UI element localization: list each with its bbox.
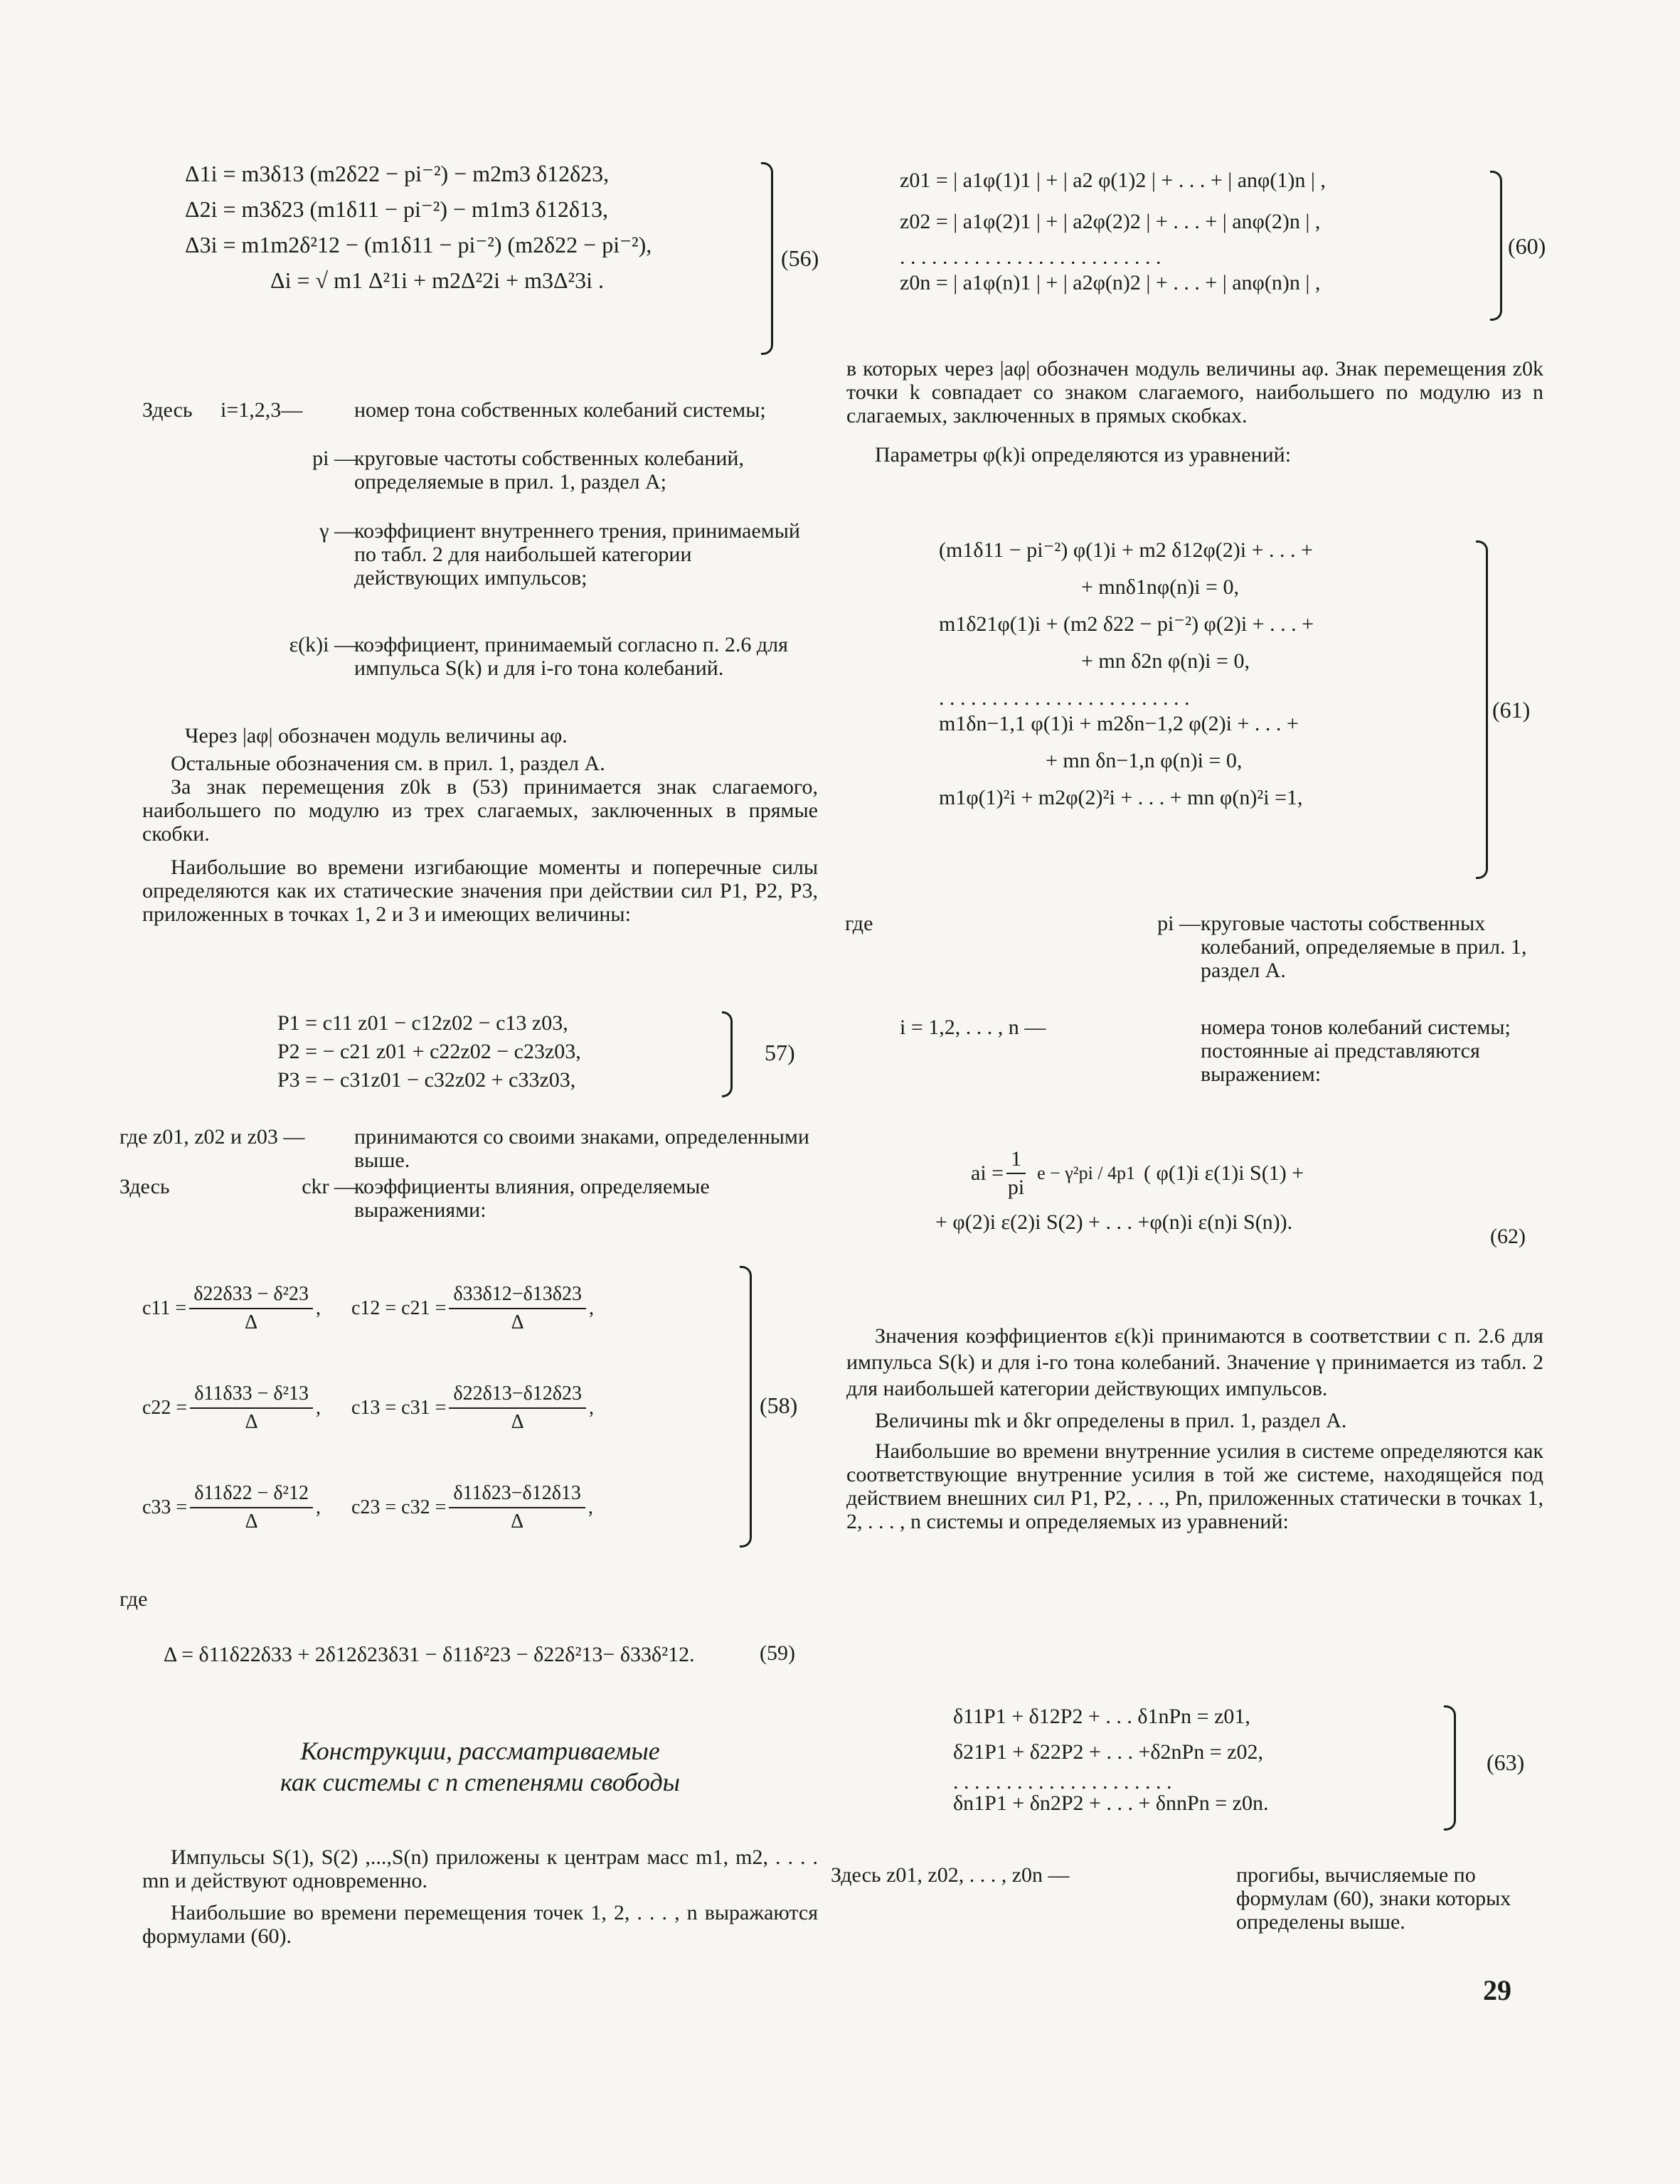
equation-line: z0n = | a1φ(n)1 | + | a2φ(n)2 | + . . . + | anφ(n)n | , [900,271,1321,294]
equation-brace [761,162,773,355]
fraction-denominator: pi [1007,1176,1025,1199]
c23-fraction [449,1480,585,1535]
equation-brace [722,1011,733,1097]
c13-lhs: c13 = c31 = [351,1397,447,1419]
paragraph: Через |aφ| обозначен модуль величины aφ. [185,724,568,747]
equation-line: . . . . . . . . . . . . . . . . . . . . . [953,1770,1172,1794]
equation-number: (56) [781,245,819,271]
equation-line: (m1δ11 − pi⁻²) φ(1)i + m2 δ12φ(2)i + . . . + [939,538,1313,562]
c11-lhs: c11 = [142,1297,187,1319]
where-label: где [119,1587,148,1611]
equation-59: Δ = δ11δ22δ33 + 2δ12δ23δ31 − δ11δ²23 − δ22δ²13− δ33δ²12. [164,1643,695,1666]
equation-number: (61) [1492,697,1531,723]
equation-line: . . . . . . . . . . . . . . . . . . . . . . . . . [900,245,1161,269]
equation-line: + mn δn−1,n φ(n)i = 0, [1046,749,1243,772]
equation-brace [1476,540,1488,879]
definition-symbol: i = 1,2, . . . , n — [900,1016,1046,1039]
fraction-numerator: δ33δ12−δ13δ23 [449,1281,586,1309]
eq62-lhs: ai = [971,1161,1004,1185]
c33-lhs: c33 = [142,1496,188,1518]
equation-57 [277,1010,581,1095]
c13-fraction [449,1380,586,1436]
fraction-denominator: Δ [511,1311,524,1333]
fraction-denominator: Δ [245,1511,258,1533]
equation-line: Δ2i = m3δ23 (m1δ11 − pi⁻²) − m1m3 δ12δ13, [185,196,608,222]
equation-58: c11 = $\frac{\text{δ22δ33 − δ²23}}{\Delta}$ , c12 = c21 = $\frac{\delta 33\delta 12-\delta 13\delta 23}{\Delta}$ , c22 = $\frac{\text{δ11δ33 − δ²13}}{\Delta}$ , c13 = c31 = $\frac{\delta 22\delta 13-\delta 12\delta 23}{\Delta}$ , c33 = $\frac{\text{δ11δ22 − δ²12}}{\Delta}$ , c23 = c32 = $\frac{\delta 11\delta 23-\delta 12\delta 13}{\Delta}$ , [142,1259,594,1557]
equation-line: ( φ(1)i ε(1)i S(1) + [1144,1161,1304,1185]
c33-fraction [190,1480,313,1535]
definition-text: коэффициенты влияния, определяемые выражениями: [354,1175,710,1222]
c22-fraction [190,1380,313,1436]
paragraph: Наибольшие во времени изгибающие моменты и поперечные силы определяются как их статические значения при действии сил P1, P2, P3, приложенных в точках 1, 2 и 3 и имеющих величины: [142,856,818,926]
page-number: 29 [1483,1974,1511,2006]
paragraph: Наибольшие во времени внутренние усилия в системе определяются как соответствующие внутренние усилия в той же системе, находящейся под действием внешних сил P1, P2, . . ., Pn, приложенных статически в точках 1, 2, . . . , n системы и определяемых из уравнений: [846,1439,1543,1533]
fraction-numerator: 1 [1006,1146,1026,1174]
definition-symbol: pi — [312,447,356,470]
heading-line: как системы с n степенями свободы [280,1768,681,1796]
fraction-numerator: δ11δ23−δ12δ13 [449,1480,585,1508]
fraction-numerator: δ22δ33 − δ²23 [189,1281,313,1309]
equation-brace [1444,1705,1456,1831]
fraction-numerator: δ11δ22 − δ²12 [190,1480,313,1508]
paragraph: За знак перемещения z0k в (53) принимается знак слагаемого, наибольшего по модулю из трех слагаемых, заключенных в прямые скобки. [142,775,818,846]
equation-brace [740,1266,752,1548]
equation-line: δn1P1 + δn2P2 + . . . + δnnPn = z0n. [953,1791,1269,1815]
fraction-denominator: Δ [511,1411,524,1433]
equation-line: Δ3i = m1m2δ²12 − (m1δ11 − pi⁻²) (m2δ22 − pi⁻²), [185,232,652,257]
fraction-numerator: δ22δ13−δ12δ23 [449,1380,586,1409]
equation-line: m1φ(1)²i + m2φ(2)²i + . . . + mn φ(n)²i =1, [939,786,1303,809]
c12-fraction [449,1281,586,1336]
definition-symbol: i=1,2,3— [220,398,303,422]
equation-60 [900,167,1326,305]
equation-number: (58) [760,1392,798,1418]
paragraph: Наибольшие во времени перемещения точек 1, 2, . . . , n выражаются формулами (60). [142,1901,818,1948]
equation-line: Δ1i = m3δ13 (m2δ22 − pi⁻²) − m2m3 δ12δ23, [185,161,610,186]
equation-line: m1δ21φ(1)i + (m2 δ22 − pi⁻²) φ(2)i + . . . + [939,612,1314,636]
c11-fraction [189,1281,313,1336]
equation-line: . . . . . . . . . . . . . . . . . . . . . . . . [939,686,1190,710]
fraction-numerator: δ11δ33 − δ²13 [190,1380,313,1409]
definition-symbol: где z01, z02 и z03 — [119,1125,305,1149]
equation-61 [939,537,1314,821]
definition-text: номера тонов колебаний системы; постоянные ai представляются выражением: [1201,1016,1511,1086]
equation-line: P3 = − c31z01 − c32z02 + c33z03, [277,1068,576,1092]
equation-line: P1 = c11 z01 − c12z02 − c13 z03, [277,1011,568,1035]
paragraph: в которых через |aφ| обозначен модуль величины aφ. Знак перемещения z0k точки k совпадает со знаком слагаемого, наибольшего по модулю из n слагаемых, заключенных в прямых скобках. [846,357,1543,427]
c22-lhs: c22 = [142,1397,188,1419]
definition-symbol: Здесь z01, z02, . . . , z0n — [831,1863,1070,1887]
section-heading [142,1735,818,1798]
equation-number: (60) [1508,233,1546,259]
fraction-denominator: Δ [245,1411,258,1433]
equation-line: z01 = | a1φ(1)1 | + | a2 φ(1)2 | + . . . + | anφ(1)n | , [900,169,1326,192]
equation-56 [185,160,652,302]
equation-line: + mn δ2n φ(n)i = 0, [1081,649,1250,673]
definition-text: коэффициент, принимаемый согласно п. 2.6 для импульса S(k) и для i-го тона колебаний. [354,633,788,680]
eq62-exponent: e − γ²pi / 4p1 [1037,1163,1136,1183]
equation-number: (59) [760,1641,795,1665]
fraction-denominator: Δ [511,1511,524,1533]
definition-symbol: ckr — [302,1175,356,1198]
equation-number: (62) [1490,1225,1526,1248]
where-label: где [845,912,873,935]
heading-line: Конструкции, рассматриваемые [300,1737,660,1765]
definition-symbol: pi — [1157,912,1201,935]
equation-line: + φ(2)i ε(2)i S(2) + . . . +φ(n)i ε(n)i S(n)). [935,1210,1293,1234]
equation-line: P2 = − c21 z01 + c22z02 − c23z03, [277,1040,581,1063]
paragraph: Значения коэффициентов ε(k)i принимаются в соответствии с п. 2.6 для импульса S(k) и для i-го тона колебаний. Значение γ принимается из табл. 2 для наибольшей категории действующих импульсов. [846,1324,1543,1400]
here-label: Здесь [119,1175,170,1198]
paragraph: Остальные обозначения см. в прил. 1, раздел А. [171,752,605,775]
c23-lhs: c23 = c32 = [351,1496,447,1518]
equation-line: δ11P1 + δ12P2 + . . . δ1nPn = z01, [953,1705,1250,1728]
definition-text: номер тона собственных колебаний системы; [354,398,766,422]
paragraph: Параметры φ(k)i определяются из уравнений: [875,443,1292,467]
paragraph: Импульсы S(1), S(2) ,...,S(n) приложены к центрам масс m1, m2, . . . . mn и действуют одновременно. [142,1845,818,1892]
c12-lhs: c12 = c21 = [351,1297,447,1319]
here-label: Здесь [142,398,193,422]
definition-text: круговые частоты собственных колебаний, определяемые в прил. 1, раздел А; [354,447,744,494]
equation-line: m1δn−1,1 φ(1)i + m2δn−1,2 φ(2)i + . . . + [939,712,1299,735]
equation-line: Δi = √ m1 Δ²1i + m2Δ²2i + m3Δ²3i . [270,267,605,293]
definition-text: принимаются со своими знаками, определенными выше. [354,1125,809,1172]
definition-text: прогибы, вычисляемые по формулам (60), знаки которых определены выше. [1236,1863,1511,1934]
definition-symbol: ε(k)i — [289,633,356,656]
equation-line: z02 = | a1φ(2)1 | + | a2φ(2)2 | + . . . + | anφ(2)n | , [900,210,1321,233]
definition-text: круговые частоты собственных колебаний, определяемые в прил. 1, раздел А. [1201,912,1527,982]
fraction-denominator: Δ [245,1311,258,1333]
paragraph: Величины mk и δkr определены в прил. 1, раздел А. [875,1409,1347,1432]
equation-number: 57) [765,1040,795,1065]
definition-symbol: γ — [319,519,356,543]
equation-63 [953,1703,1268,1826]
definition-text: коэффициент внутреннего трения, принимаемый по табл. 2 для наибольшей категории действующих импульсов; [354,519,800,590]
equation-line: δ21P1 + δ22P2 + . . . +δ2nPn = z02, [953,1740,1263,1764]
equation-line: + mnδ1nφ(n)i = 0, [1081,575,1239,599]
equation-number: (63) [1487,1749,1525,1775]
equation-brace [1490,171,1502,321]
eq62-fraction [1006,1146,1026,1201]
equation-62 [935,1138,1304,1252]
